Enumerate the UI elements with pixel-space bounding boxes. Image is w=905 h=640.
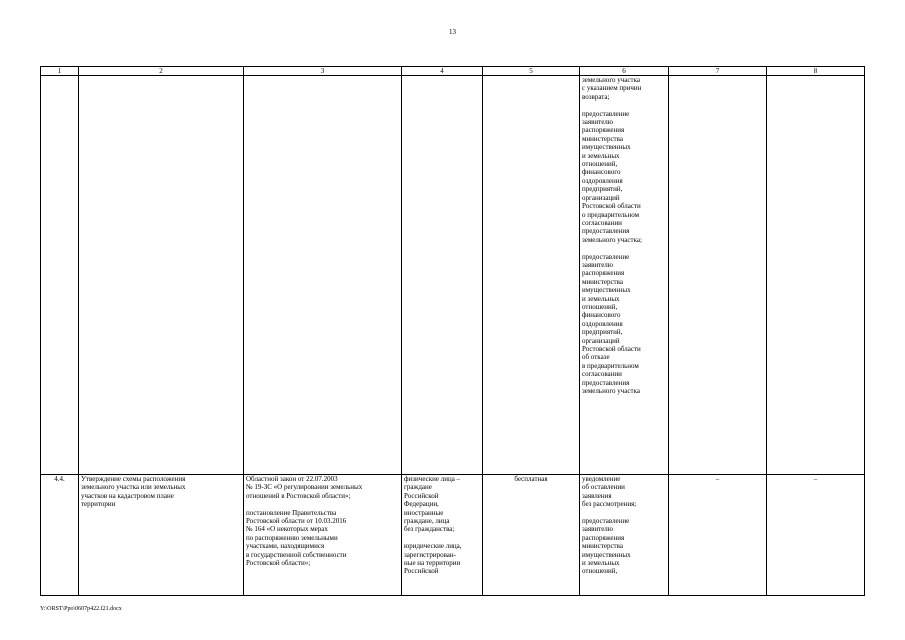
cell-empty: [767, 76, 865, 475]
cell-result: земельного участка с указанием причин возврата; предоставление заявителю распоряжения министерства имущественных и земельных отношений, финансового оздоровления предприятий, организаций Ростовской области о предварительном согласовании предоставления земельного участка; предоставление заявителю распоряжения министерства имущественных и земельных отношений, финансового оздоровления предприятий, организаций Ростовской области об отказе в предварительном согласовании предоставления земельного участка: [580, 76, 669, 475]
cell-fee: бесплатная: [483, 475, 580, 596]
page-number: 13: [449, 28, 456, 36]
cell-service-name: Утверждение схемы расположения земельного участка или земельных участков на кадастровом плане территории: [79, 475, 244, 596]
header-col-5: 5: [483, 67, 580, 76]
cell-applicants: физические лица – граждане Российской Федерации, иностранные граждане, лица без гражданства; юридические лица, зарегистрирован- ные на территории Российской: [402, 475, 483, 596]
header-col-1: 1: [41, 67, 79, 76]
cell-result: уведомление об оставлении заявления без рассмотрения; предоставление заявителю распоряжения министерства имущественных и земельных отношений,: [580, 475, 669, 596]
cell-empty: [41, 76, 79, 475]
cell-number: 4.4.: [41, 475, 79, 596]
table-row-continuation: [41, 76, 865, 475]
header-col-7: 7: [669, 67, 767, 76]
cell-empty: [244, 76, 402, 475]
table-row-4-4: [41, 475, 865, 596]
header-col-4: 4: [402, 67, 483, 76]
cell-empty: [402, 76, 483, 475]
header-col-3: 3: [244, 67, 402, 76]
cell-col-8: –: [767, 475, 865, 596]
file-path-footer: Y:\ORST\Ppo\0607p422.f21.docx: [40, 606, 122, 612]
cell-empty: [483, 76, 580, 475]
header-row: [41, 67, 865, 76]
cell-legal-basis: Областной закон от 22.07.2003 № 19-ЗС «О регулировании земельных отношений в Ростовской области»; постановление Правительства Ростовской области от 10.03.2016 № 164 «О некоторых мерах по распоряжению земельными участками, находящимися в государственной собственности Ростовской области»;: [244, 475, 402, 596]
cell-empty: [79, 76, 244, 475]
cell-col-7: –: [669, 475, 767, 596]
header-col-8: 8: [767, 67, 865, 76]
header-col-2: 2: [79, 67, 244, 76]
services-table: [40, 66, 865, 596]
cell-empty: [669, 76, 767, 475]
header-col-6: 6: [580, 67, 669, 76]
